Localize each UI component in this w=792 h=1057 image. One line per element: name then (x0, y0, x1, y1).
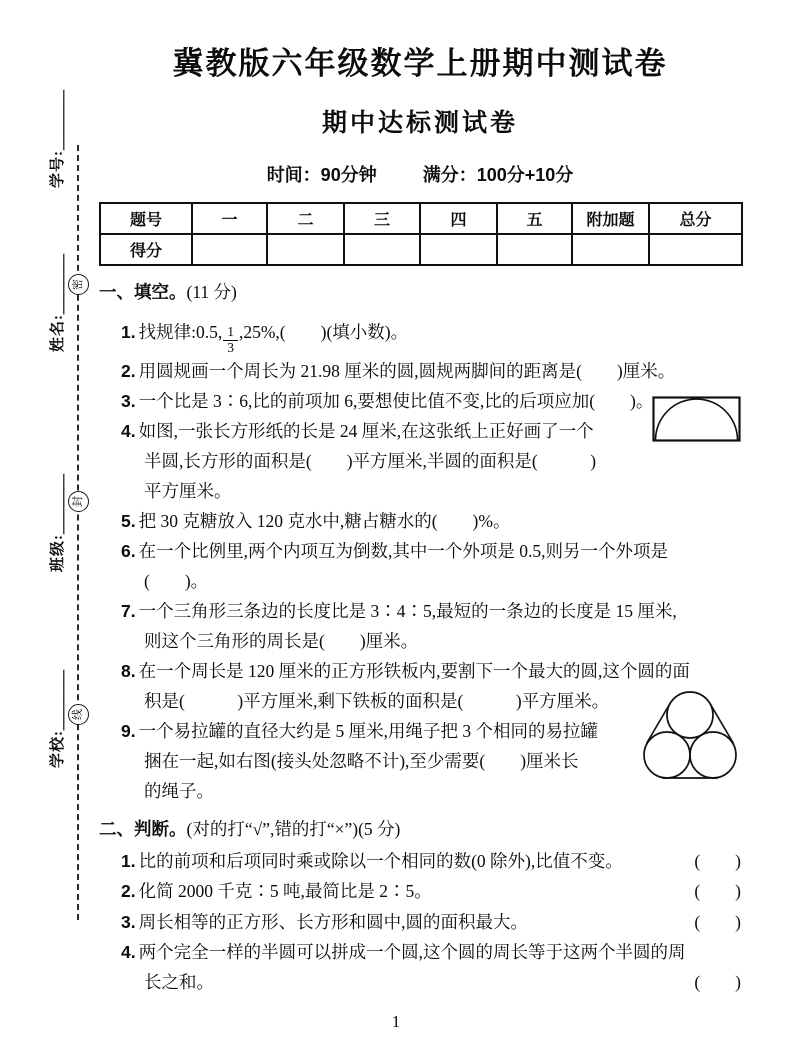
fill-item-9: 9. 一个易拉罐的直径大约是 5 厘米,用绳子把 3 个相同的易拉罐 (121, 720, 598, 741)
class-blank: ＿＿＿＿ (50, 473, 66, 534)
score-cell (649, 234, 742, 265)
fill-item-1: 1. 找规律:0.5, $\frac{1}{3}$ ,25%,( )(填小数)。 (121, 322, 409, 355)
col-header: 总分 (649, 203, 742, 234)
main-content (99, 36, 741, 998)
paper-title: 冀教版六年级数学上册期中测试卷 (172, 46, 668, 81)
col-header: 一 (192, 203, 267, 234)
fill-item-3: 3. 一个比是 3∶6,比的前项加 6,要想使比值不变,比的后项应加( )。 (121, 390, 654, 411)
school-label: 学校: (50, 730, 66, 768)
score-row-label: 得分 (100, 234, 192, 265)
name-blank: ＿＿＿＿ (50, 253, 66, 314)
answer-parentheses: ( ) (694, 911, 741, 932)
section1-heading-points: (11 分) (186, 282, 237, 302)
fraction-one-third: $\frac{1}{3}$ (223, 325, 238, 356)
fill-item-4: 4. 如图,一张长方形纸的长是 24 厘米,在这张纸上正好画了一个 (121, 420, 594, 441)
student-id-label: 学号: (50, 150, 66, 188)
full-score: 满分：100分+10分 (422, 165, 574, 185)
class-label: 班级: (50, 534, 66, 572)
fill-item-9-line2: 捆在一起,如右图(接头处忽略不计),至少需要( )厘米长 (144, 750, 579, 771)
student-id-blank: ＿＿＿＿ (50, 89, 66, 150)
score-cell (497, 234, 572, 265)
answer-parentheses: ( ) (694, 850, 741, 871)
time-limit: 时间：90分钟 (266, 165, 377, 185)
three-cans-tied-with-rope-figure (637, 686, 743, 786)
name-label: 姓名: (50, 314, 66, 352)
fill-item-9-line3: 的绳子。 (144, 780, 214, 801)
col-header: 四 (420, 203, 497, 234)
score-cell (267, 234, 344, 265)
seal-stamp-mi-icon: 密 (68, 274, 89, 295)
answer-parentheses: ( ) (694, 881, 741, 902)
seal-stamp-feng-icon: 封 (68, 491, 89, 512)
section1-heading (99, 279, 741, 304)
judge-item-3: 3. 周长相等的正方形、长方形和圆中,圆的面积最大。 ( ) (121, 907, 741, 938)
section2-heading-points: (对的打“√”,错的打“×”)(5 分) (186, 818, 401, 839)
fill-item-4-line2: 半圆,长方形的面积是( )平方厘米,半圆的面积是( ) (144, 450, 597, 471)
col-header: 附加题 (572, 203, 649, 234)
section1-heading-label: 一、填空。 (99, 282, 187, 302)
fill-item-7-line2: 则这个三角形的周长是( )厘米。 (144, 630, 419, 651)
section2-heading-label: 二、判断。 (99, 818, 187, 839)
student-id-field (46, 90, 67, 188)
judge-item-1: 1. 比的前项和后项同时乘或除以一个相同的数(0 除外),比值不变。 ( ) (121, 846, 741, 877)
judge-item-4-line2: 长之和。 ( ) (144, 967, 741, 998)
answer-parentheses: ( ) (694, 972, 741, 993)
score-cell (572, 234, 649, 265)
fill-item-6: 6. 在一个比例里,两个内项互为倒数,其中一个外项是 0.5,则另一个外项是 (121, 540, 668, 561)
exam-meta (99, 161, 741, 187)
page-number: 1 (391, 1012, 401, 1031)
score-table (99, 202, 743, 266)
seal-dashed-line (77, 145, 79, 920)
score-cell (344, 234, 420, 265)
school-blank: ＿＿＿＿ (50, 669, 66, 730)
score-cell (420, 234, 497, 265)
fill-item-6-line2: ( )。 (144, 570, 209, 591)
name-field (46, 254, 67, 352)
paper-subtitle: 期中达标测试卷 (321, 109, 518, 137)
fill-item-2: 2. 用圆规画一个周长为 21.98 厘米的圆,圆规两脚间的距离是( )厘米。 (121, 360, 676, 381)
fill-item-5: 5. 把 30 克糖放入 120 克水中,糖占糖水的( )%。 (121, 510, 511, 531)
col-header: 二 (267, 203, 344, 234)
judge-item-2: 2. 化简 2000 千克∶5 吨,最简比是 2∶5。 ( ) (121, 876, 741, 907)
judge-item-4: 4. 两个完全一样的半圆可以拼成一个圆,这个圆的周长等于这两个半圆的周 (121, 942, 686, 963)
school-field (46, 670, 67, 768)
score-table-score-row (100, 234, 742, 265)
rect-with-inscribed-semicircle-figure (652, 396, 741, 443)
col-header: 题号 (100, 203, 192, 234)
seal-stamp-xian-icon: 线 (68, 704, 89, 725)
class-field (46, 474, 67, 572)
fill-item-7: 7. 一个三角形三条边的长度比是 3∶4∶5,最短的一条边的长度是 15 厘米, (121, 600, 677, 621)
score-cell (192, 234, 267, 265)
fill-item-8: 8. 在一个周长是 120 厘米的正方形铁板内,要割下一个最大的圆,这个圆的面 (121, 660, 690, 681)
score-table-header-row (100, 203, 742, 234)
fill-item-4-line3: 平方厘米。 (144, 480, 232, 501)
col-header: 五 (497, 203, 572, 234)
section2-heading (99, 816, 741, 841)
fill-item-8-line2: 积是( )平方厘米,剩下铁板的面积是( )平方厘米。 (144, 690, 610, 711)
col-header: 三 (344, 203, 420, 234)
